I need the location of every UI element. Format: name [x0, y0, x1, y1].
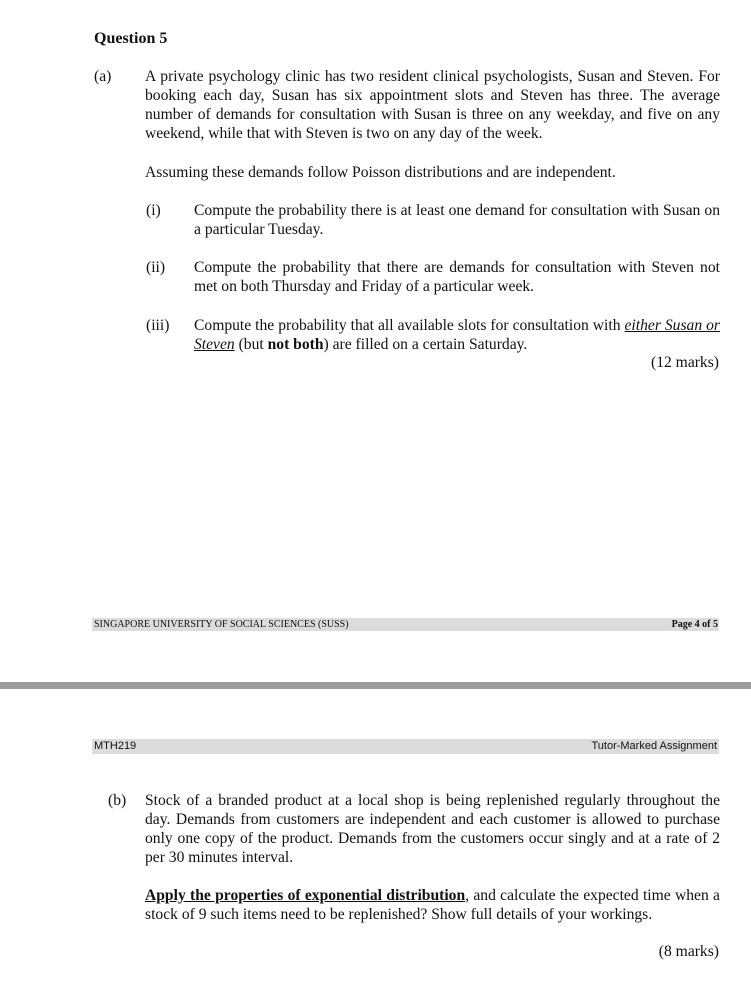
subpart-ii-text: Compute the probability that there are demands for consultation with Steven not met on both Thursday and Friday of a particular week. [194, 259, 720, 295]
page-separator [0, 682, 751, 689]
part-a-intro: A private psychology clinic has two resident clinical psychologists, Susan and Steven. For booking each day, Susan has six appointment slots and Steven has three. The average number of demands for consultation with Susan is three on any weekday, and five on any weekend, while that with Steven is two on any day of the week. [145, 68, 720, 142]
subpart-i-label: (i) [146, 202, 161, 219]
part-b-instruction [145, 886, 720, 924]
subpart-iii-emphasis: either Susan or Steven [194, 317, 720, 353]
question-title: Question 5 [94, 30, 168, 47]
page1-footer-page-number: Page 4 of 5 [671, 619, 718, 630]
page1-footer-institution: SINGAPORE UNIVERSITY OF SOCIAL SCIENCES (SUSS) [94, 619, 349, 630]
part-b-intro: Stock of a branded product at a local shop is being replenished regularly throughout the day. Demands from customers are independent and each customer is allowed to purchase only one copy of the product. Demands from the customers occur singly and at a rate of 2 per 30 minutes interval. [145, 792, 720, 866]
page2-header-course: MTH219 [94, 740, 137, 752]
part-a-label: (a) [94, 68, 112, 85]
part-b-label: (b) [108, 792, 127, 809]
subpart-iii-text-mid: (but [234, 336, 268, 353]
subpart-i-text: Compute the probability there is at least one demand for consultation with Susan on a particular Tuesday. [194, 202, 720, 238]
part-a-marks: (12 marks) [651, 354, 719, 371]
subpart-iii-label: (iii) [146, 317, 170, 334]
part-b-instruction-rest: , and calculate the expected time when a stock of 9 such items need to be replenished? Show full details of your workings. [145, 887, 720, 923]
page2-header-title: Tutor-Marked Assignment [591, 740, 717, 752]
subpart-iii-bold: not both [267, 336, 324, 353]
part-b-marks: (8 marks) [658, 943, 719, 960]
subpart-iii-text-before: Compute the probability that all available slots for consultation with [194, 317, 625, 334]
part-b-instruction-bold: Apply the properties of exponential distribution [145, 887, 466, 904]
subpart-iii-text-after: ) are filled on a certain Saturday. [323, 336, 528, 353]
subpart-ii-label: (ii) [146, 259, 166, 276]
part-a-assumption: Assuming these demands follow Poisson distributions and are independent. [145, 164, 616, 181]
subpart-iii-text [194, 316, 720, 354]
